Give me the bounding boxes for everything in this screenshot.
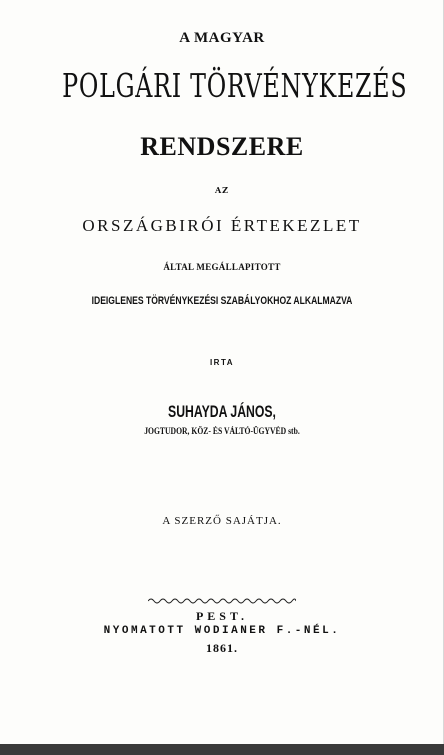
- subtitle-body: ORSZÁGBIRÓI ÉRTEKEZLET: [82, 216, 362, 235]
- viewer-bottom-bar: [0, 744, 444, 755]
- subtitle-altal: ÁLTAL MEGÁLLAPITOTT: [163, 262, 281, 272]
- title-line-1: A MAGYAR: [179, 30, 265, 46]
- subtitle-az: AZ: [214, 185, 230, 195]
- subtitle-rules: IDEIGLENES TÖRVÉNYKEZÉSI SZABÁLYOKHOZ ALKALMAZVA: [91, 295, 353, 307]
- rights-notice: A SZERZŐ SAJÁTJA.: [162, 515, 282, 527]
- imprint-printer: NYOMATOTT WODIANER F.-NÉL.: [103, 625, 341, 637]
- title-line-3: RENDSZERE: [140, 132, 304, 161]
- wavy-ornament-divider: [148, 596, 296, 606]
- author-name: SUHAYDA JÁNOS,: [168, 402, 276, 421]
- imprint-year: 1861.: [206, 641, 238, 655]
- author-description: JOGTUDOR, KÖZ- ÉS VÁLTÓ-ÜGYVÉD stb.: [144, 426, 300, 436]
- title-line-2: POLGÁRI TÖRVÉNYKEZÉS: [62, 66, 408, 105]
- imprint-city: PEST.: [195, 609, 249, 623]
- author-irta: IRTA: [209, 358, 235, 367]
